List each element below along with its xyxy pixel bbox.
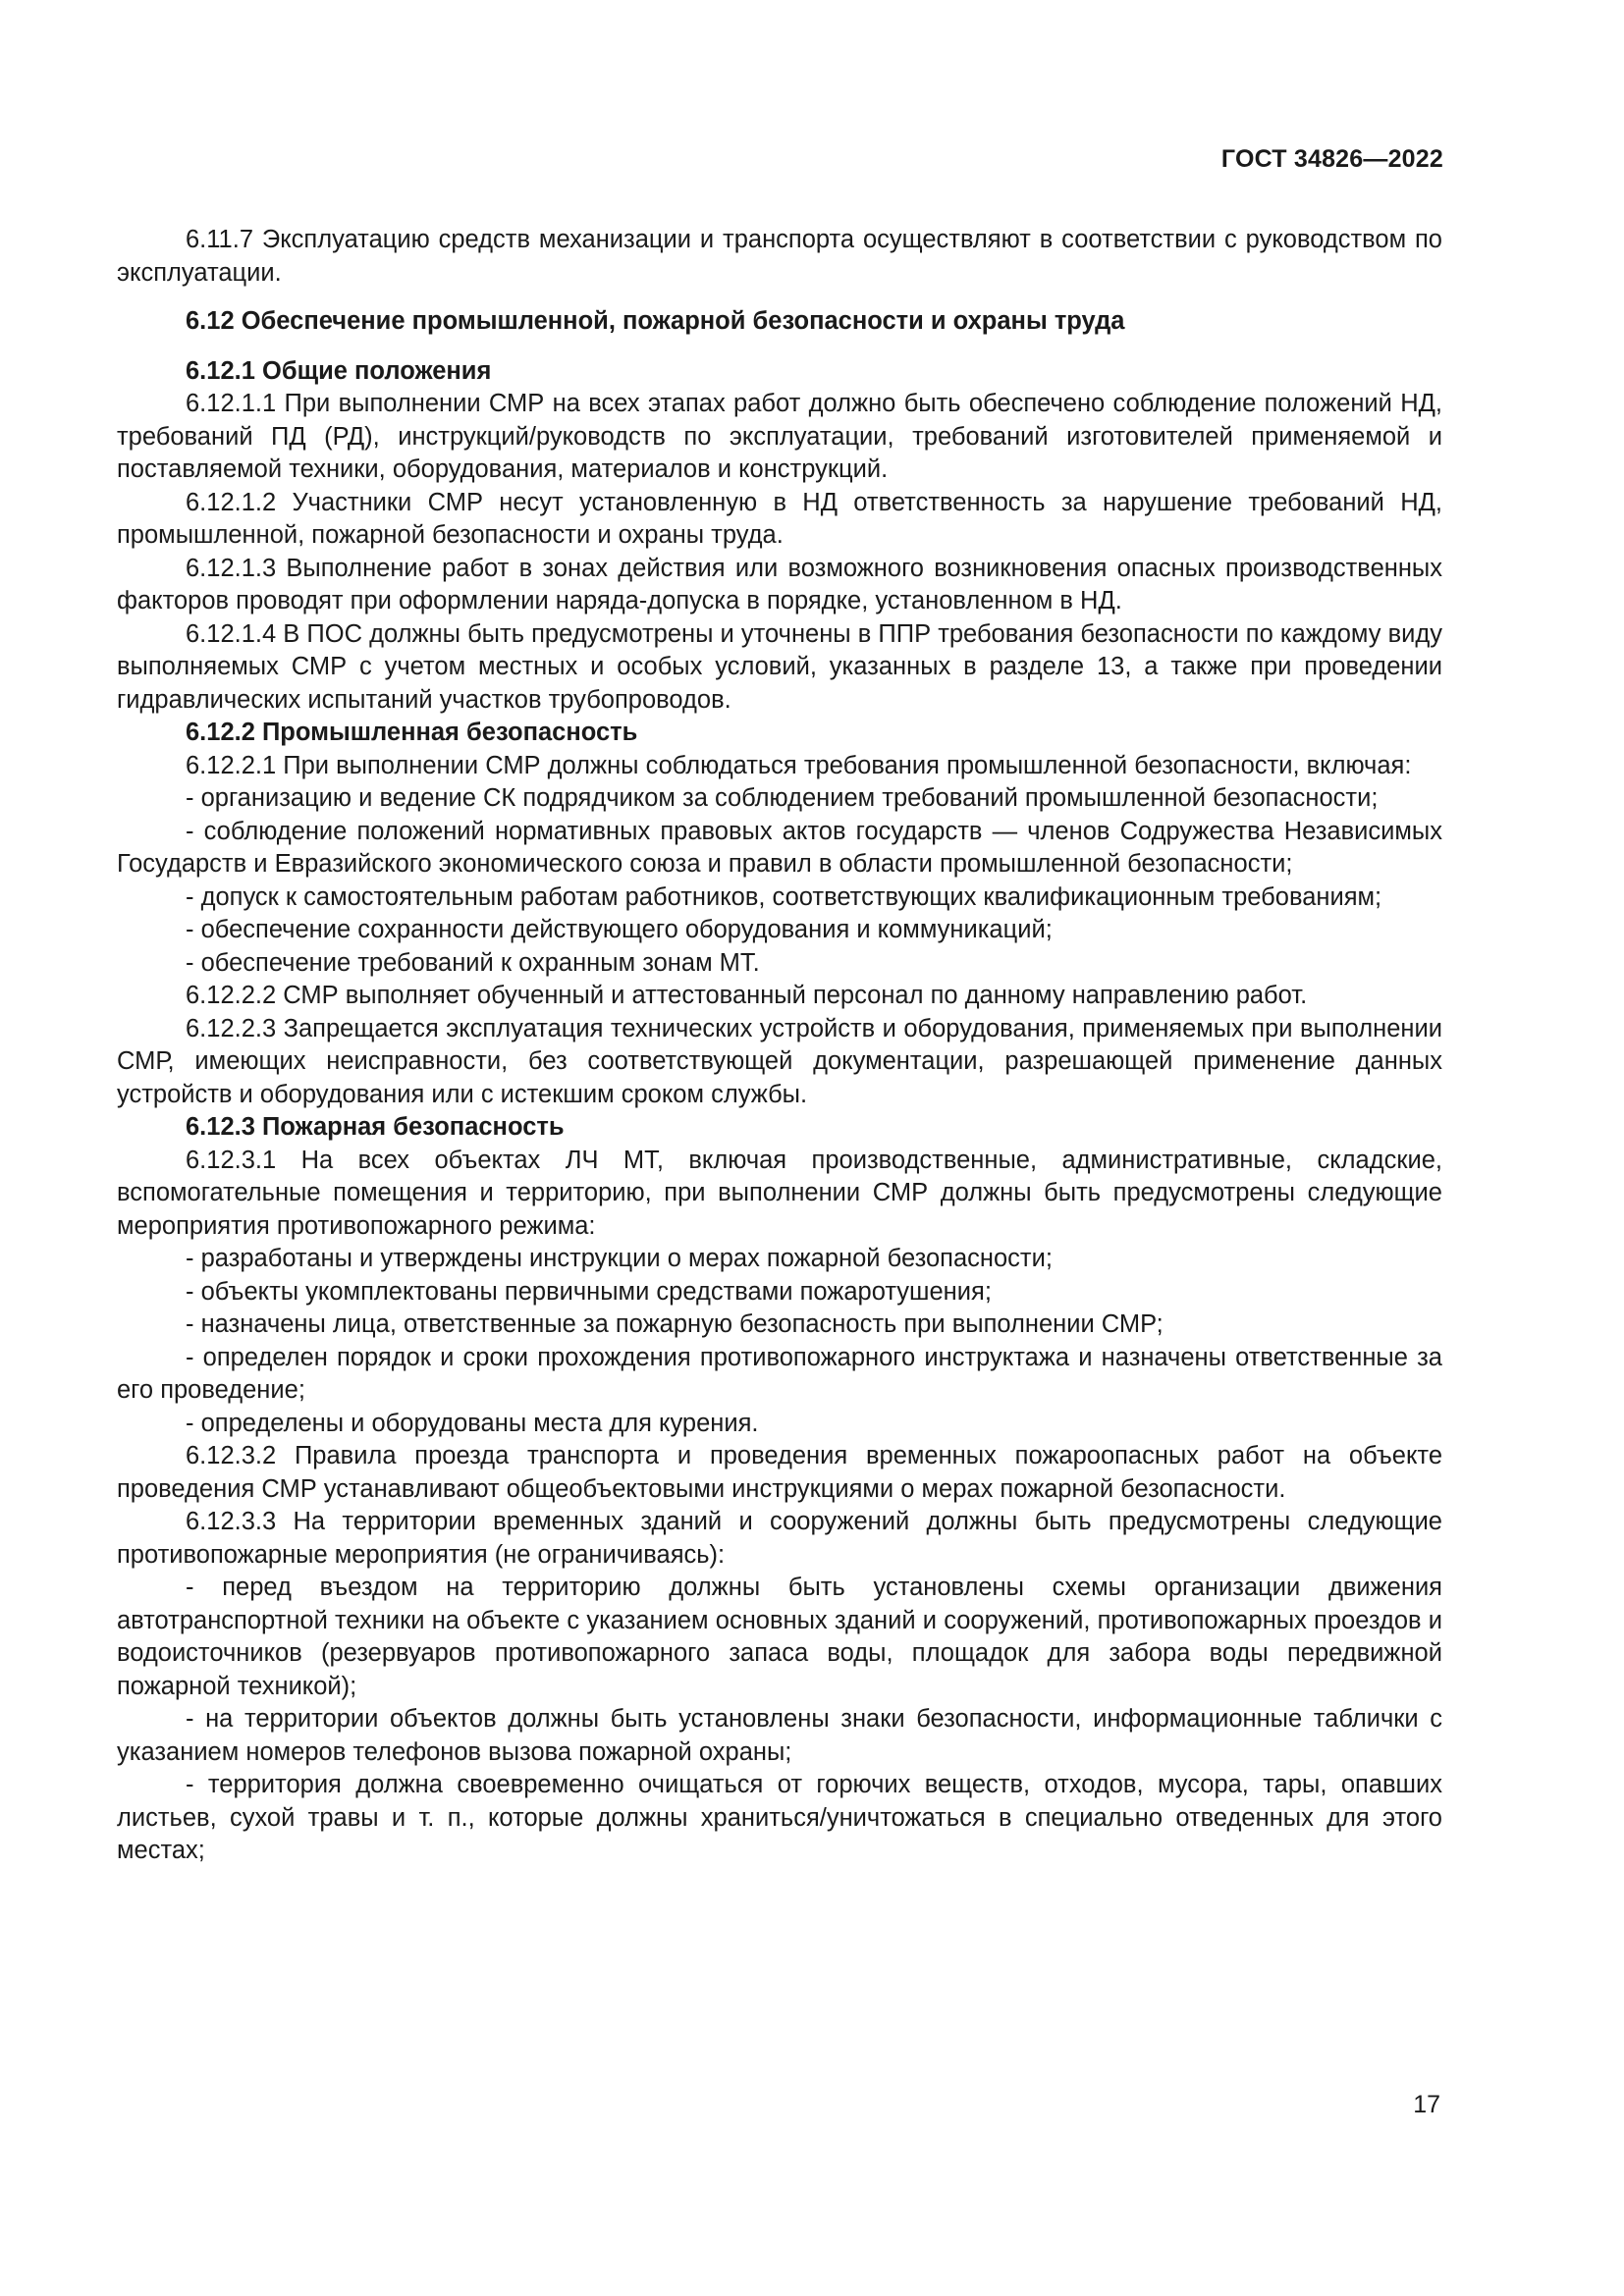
list-item: - определены и оборудованы места для курения.	[186, 1409, 759, 1437]
list-item: - объекты укомплектованы первичными средствами пожаротушения;	[186, 1277, 992, 1306]
document-body	[117, 224, 1442, 1868]
list-item: - обеспечение сохранности действующего оборудования и коммуникаций;	[186, 916, 1053, 943]
page-number: 17	[1413, 2091, 1440, 2118]
paragraph: 6.12.1.2 Участники СМР несут установленную в НД ответственность за нарушение требований НД, промышленной, пожарной безопасности и охраны труда.	[117, 488, 1442, 549]
list-item: - допуск к самостоятельным работам работников, соответствующих квалификационным требованиям;	[186, 882, 1382, 911]
list-item: - определен порядок и сроки прохождения противопожарного инструктажа и назначены ответственные за его проведение;	[117, 1343, 1442, 1404]
list-item: - соблюдение положений нормативных правовых актов государств — членов Содружества Независимых Государств и Евразийского экономического союза и правил в области промышленной безопасности;	[117, 817, 1442, 878]
list-item: - назначены лица, ответственные за пожарную безопасность при выполнении СМР;	[186, 1310, 1164, 1338]
list-item: - перед въездом на территорию должны быть установлены схемы организации движения автотранспортной техники на объекте с указанием основных зданий и сооружений, противопожарных проездов и водоисточников (резервуаров противопожарного запаса воды, площадок для забора воды передвижной пожарной техникой);	[117, 1574, 1442, 1700]
paragraph: 6.12.3.2 Правила проезда транспорта и проведения временных пожароопасных работ на объекте проведения СМР устанавливают общеобъектовыми инструкциями о мерах пожарной безопасности.	[117, 1442, 1442, 1503]
list-item: - организацию и ведение СК подрядчиком за соблюдением требований промышленной безопасности;	[186, 784, 1379, 812]
subsection-heading: 6.12.1 Общие положения	[186, 356, 492, 385]
paragraph: 6.12.1.1 При выполнении СМР на всех этапах работ должно быть обеспечено соблюдение положений НД, требований ПД (РД), инструкций/руководств по эксплуатации, требований изготовителей применяемой и поставляемой техники, оборудования, материалов и конструкций.	[117, 390, 1442, 483]
list-item: - обеспечение требований к охранным зонам МТ.	[186, 948, 760, 977]
paragraph: 6.12.2.3 Запрещается эксплуатация технических устройств и оборудования, применяемых при выполнении СМР, имеющих неисправности, без соответствующей документации, разрешающей применение данных устройств и оборудования или с истекшим сроком службы.	[117, 1014, 1442, 1108]
paragraph: 6.12.2.2 СМР выполняет обученный и аттестованный персонал по данному направлению работ.	[186, 982, 1308, 1009]
section-heading: 6.12 Обеспечение промышленной, пожарной безопасности и охраны труда	[186, 307, 1125, 335]
list-item: - разработаны и утверждены инструкции о мерах пожарной безопасности;	[186, 1245, 1053, 1272]
subsection-heading: 6.12.2 Промышленная безопасность	[186, 719, 638, 746]
subsection-heading: 6.12.3 Пожарная безопасность	[186, 1113, 565, 1141]
paragraph: 6.12.2.1 При выполнении СМР должны соблюдаться требования промышленной безопасности, включая:	[186, 751, 1412, 779]
paragraph: 6.12.3.3 На территории временных зданий и сооружений должны быть предусмотрены следующие противопожарные мероприятия (не ограничиваясь):	[117, 1508, 1442, 1569]
list-item: - территория должна своевременно очищаться от горючих веществ, отходов, мусора, тары, опавших листьев, сухой травы и т. п., которые должны храниться/уничтожаться в специально отведенных для этого местах;	[117, 1771, 1442, 1864]
paragraph: 6.12.1.4 В ПОС должны быть предусмотрены и уточнены в ППР требования безопасности по каждому виду выполняемых СМР с учетом местных и особых условий, указанных в разделе 13, а также при проведении гидравлических испытаний участков трубопроводов.	[117, 619, 1442, 714]
paragraph: 6.11.7 Эксплуатацию средств механизации и транспорта осуществляют в соответствии с руководством по эксплуатации.	[117, 226, 1442, 287]
paragraph: 6.12.3.1 На всех объектах ЛЧ МТ, включая производственные, административные, складские, вспомогательные помещения и территорию, при выполнении СМР должны быть предусмотрены следующие мероприятия противопожарного режима:	[117, 1146, 1442, 1240]
list-item: - на территории объектов должны быть установлены знаки безопасности, информационные таблички с указанием номеров телефонов вызова пожарной охраны;	[117, 1705, 1442, 1766]
document-code-header: ГОСТ 34826—2022	[1220, 145, 1443, 173]
paragraph: 6.12.1.3 Выполнение работ в зонах действия или возможного возникновения опасных производственных факторов проводят при оформлении наряда-допуска в порядке, установленном в НД.	[117, 554, 1442, 614]
